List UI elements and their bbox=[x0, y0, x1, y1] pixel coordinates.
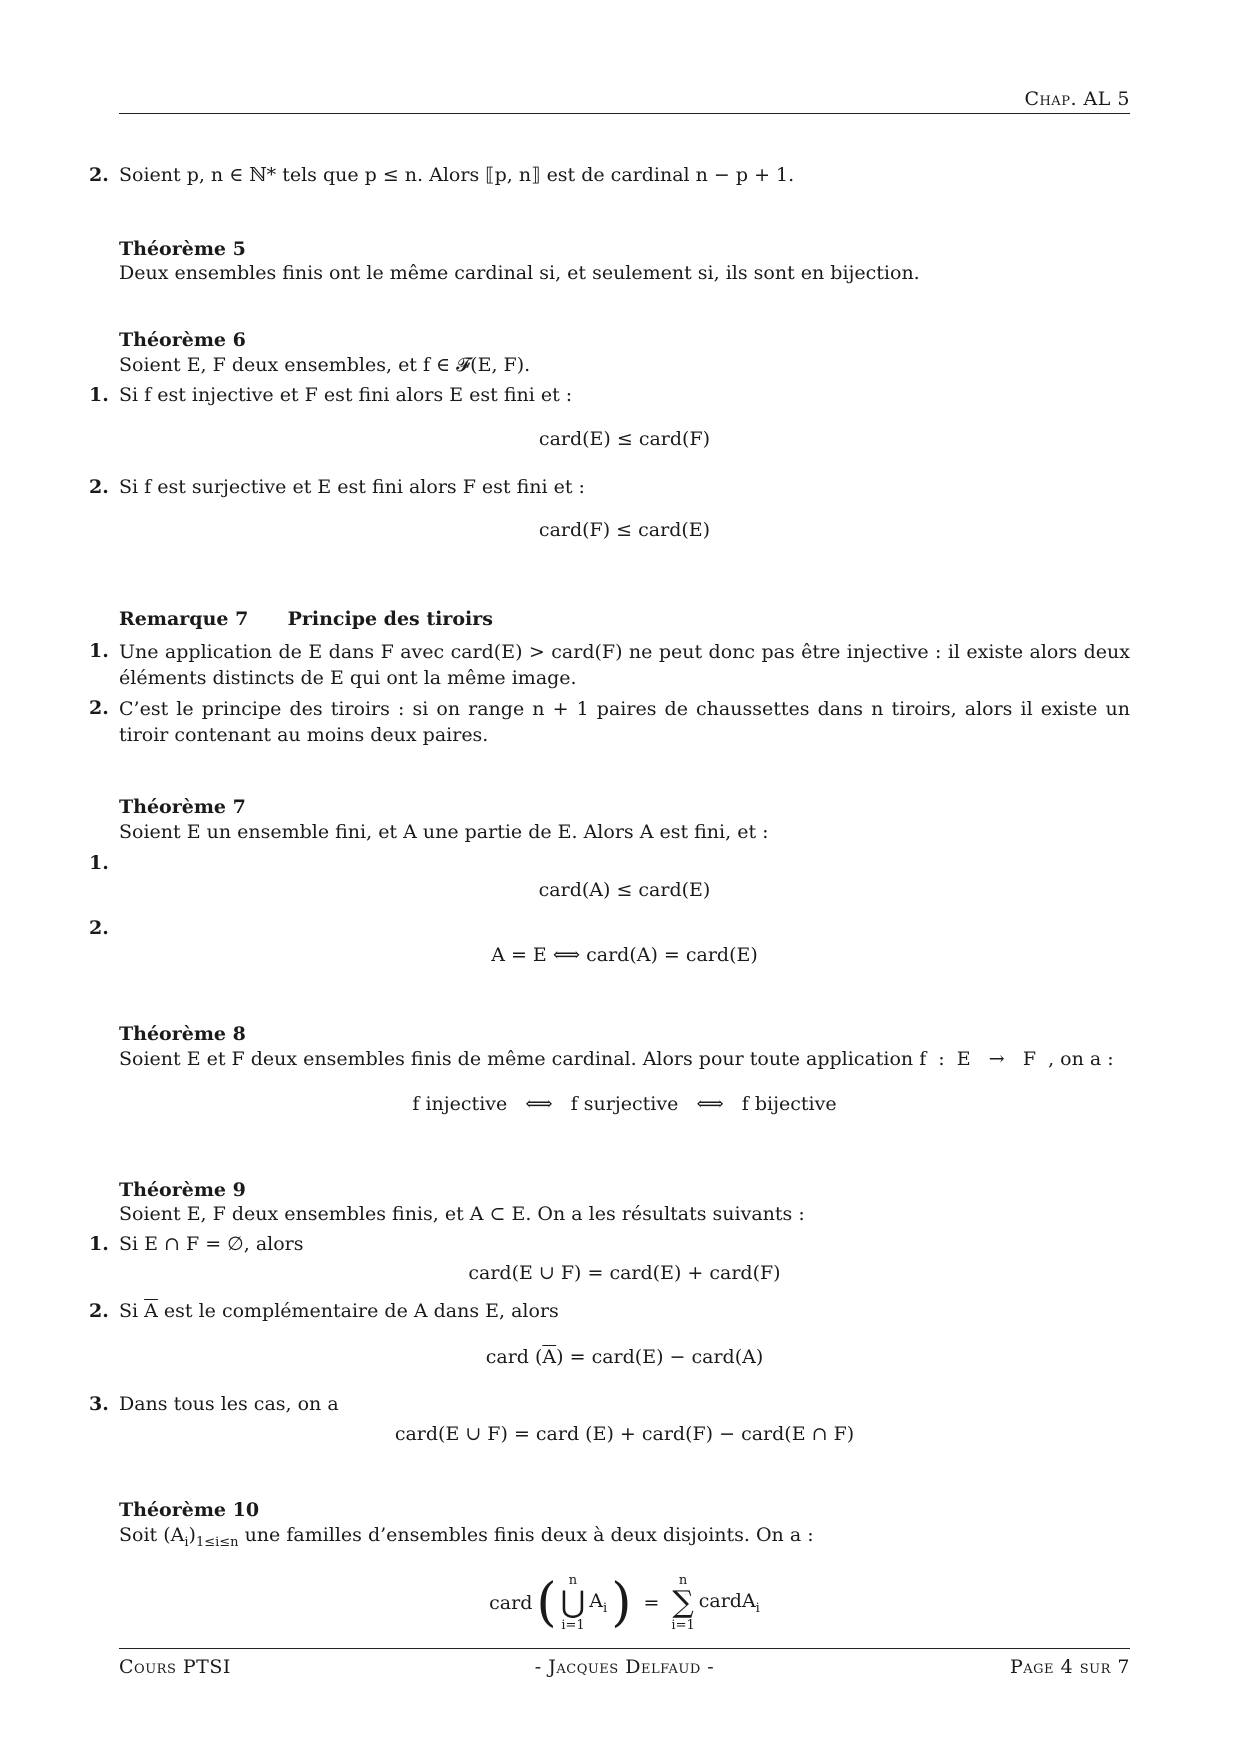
theorem-9-title: Théorème 9 bbox=[119, 1179, 246, 1201]
formula-card: card bbox=[489, 1592, 533, 1614]
theorem-8-intro: Soient E et F deux ensembles finis de même cardinal. Alors pour toute application f : E → F , on a : bbox=[119, 1048, 1114, 1070]
theorem-6-title: Théorème 6 bbox=[119, 329, 246, 351]
formula-rparen: ) bbox=[611, 1573, 632, 1633]
big-sum-symbol: ∑ bbox=[672, 1585, 694, 1620]
theorem-10-intro bbox=[119, 1524, 1130, 1550]
theorem-9-item-2-text-post: est le complémentaire de A dans E, alors bbox=[157, 1300, 559, 1322]
union-operator bbox=[561, 1574, 586, 1632]
theorem-9-item-3-number: 3. bbox=[89, 1393, 109, 1415]
theorem-7-item-2-formula: A = E ⟺ card(A) = card(E) bbox=[491, 944, 758, 966]
theorem-7-item-1-formula: card(A) ≤ card(E) bbox=[538, 879, 711, 901]
theorem-6-item-2-formula: card(F) ≤ card(E) bbox=[538, 519, 711, 541]
intro-pre: Soit (A bbox=[119, 1524, 185, 1546]
sum-operator bbox=[671, 1574, 694, 1632]
formula-term-sub: i bbox=[603, 1600, 608, 1616]
intro-number: 2. bbox=[89, 164, 109, 186]
formula-lparen: ( bbox=[536, 1573, 557, 1633]
theorem-6-item-1-number: 1. bbox=[89, 384, 109, 406]
remark-7-item-2-text: C’est le principe des tiroirs : si on range n + 1 paires de chaussettes dans n tiroirs, alors il existe un tiroir contenant au moins deux paires. bbox=[119, 698, 1130, 746]
intro-sub-i: i bbox=[184, 1534, 189, 1550]
big-union-symbol: ⋃ bbox=[560, 1585, 586, 1620]
remark-7-item-1-text: Une application de E dans F avec card(E) > card(F) ne peut donc pas être injective : il existe alors deux éléments distincts de E qui ont la même image. bbox=[119, 641, 1130, 689]
theorem-9-item-2-text-pre: Si bbox=[119, 1300, 145, 1322]
theorem-9-item-1-formula: card(E ∪ F) = card(E) + card(F) bbox=[468, 1262, 781, 1284]
formula-pre: card ( bbox=[485, 1346, 543, 1368]
theorem-9-intro: Soient E, F deux ensembles finis, et A ⊂ E. On a les résultats suivants : bbox=[119, 1203, 805, 1225]
formula-post: ) = card(E) − card(A) bbox=[556, 1346, 764, 1368]
header-rule bbox=[119, 113, 1130, 114]
theorem-9-item-2-formula bbox=[119, 1346, 1130, 1368]
intro-mid: ) bbox=[188, 1524, 196, 1546]
union-upper: n bbox=[568, 1573, 578, 1588]
sum-upper: n bbox=[678, 1573, 688, 1588]
sum-lower: i=1 bbox=[671, 1618, 695, 1633]
intro-text: Soient p, n ∈ ℕ* tels que p ≤ n. Alors ⟦p, n⟧ est de cardinal n − p + 1. bbox=[119, 164, 795, 186]
remark-7-item-1-number: 1. bbox=[89, 640, 109, 662]
theorem-9-item-3-formula: card(E ∪ F) = card (E) + card(F) − card(E ∩ F) bbox=[394, 1423, 855, 1445]
formula-rhs-sub: i bbox=[755, 1600, 760, 1616]
theorem-7-intro: Soient E un ensemble fini, et A une partie de E. Alors A est fini, et : bbox=[119, 821, 769, 843]
formula-term: A bbox=[589, 1590, 604, 1613]
chapter-header: Chap. AL 5 bbox=[1024, 88, 1130, 110]
formula-equals: = bbox=[643, 1592, 660, 1614]
theorem-9-item-1-text: Si E ∩ F = ∅, alors bbox=[119, 1233, 304, 1255]
intro-post: une familles d’ensembles finis deux à deux disjoints. On a : bbox=[238, 1524, 814, 1546]
remark-7-subtitle: Principe des tiroirs bbox=[287, 608, 493, 630]
theorem-9-item-2-number: 2. bbox=[89, 1300, 109, 1322]
theorem-8-title: Théorème 8 bbox=[119, 1023, 246, 1045]
theorem-7-item-1-number: 1. bbox=[89, 852, 109, 874]
theorem-6-item-2-number: 2. bbox=[89, 476, 109, 498]
theorem-10-title: Théorème 10 bbox=[119, 1499, 260, 1521]
footer-center: - Jacques Delfaud - bbox=[534, 1656, 715, 1678]
theorem-5-title: Théorème 5 bbox=[119, 238, 246, 260]
theorem-6-intro: Soient E, F deux ensembles, et f ∈ 𝓕(E, F). bbox=[119, 354, 531, 376]
intro-sub-range: 1≤i≤n bbox=[195, 1534, 239, 1550]
remark-7-item-2-number: 2. bbox=[89, 697, 109, 719]
remark-7-label: Remarque 7 bbox=[119, 608, 249, 630]
theorem-8-formula: f injective ⟺ f surjective ⟺ f bijective bbox=[412, 1093, 837, 1115]
footer-rule bbox=[119, 1648, 1130, 1649]
footer-right: Page 4 sur 7 bbox=[1010, 1656, 1130, 1678]
union-lower: i=1 bbox=[561, 1618, 585, 1633]
theorem-9-item-3-text: Dans tous les cas, on a bbox=[119, 1393, 339, 1415]
theorem-7-title: Théorème 7 bbox=[119, 796, 246, 818]
theorem-6-item-2-text: Si f est surjective et E est fini alors F est fini et : bbox=[119, 476, 585, 498]
formula-complement-a: $\overline{A}$ bbox=[542, 1346, 557, 1368]
theorem-9-item-2-text bbox=[119, 1300, 1130, 1322]
theorem-7-item-2-number: 2. bbox=[89, 917, 109, 939]
theorem-9-item-1-number: 1. bbox=[89, 1233, 109, 1255]
theorem-5-text: Deux ensembles finis ont le même cardinal si, et seulement si, ils sont en bijection. bbox=[119, 262, 920, 284]
theorem-6-item-1-text: Si f est injective et F est fini alors E est fini et : bbox=[119, 384, 573, 406]
theorem-10-formula bbox=[119, 1568, 1130, 1638]
complement-a-symbol: $\overline{A}$ bbox=[144, 1300, 158, 1322]
theorem-6-item-1-formula: card(E) ≤ card(F) bbox=[538, 428, 711, 450]
remark-7-title bbox=[119, 608, 1130, 630]
footer-left: Cours PTSI bbox=[119, 1656, 231, 1678]
formula-rhs: cardA bbox=[698, 1590, 756, 1613]
